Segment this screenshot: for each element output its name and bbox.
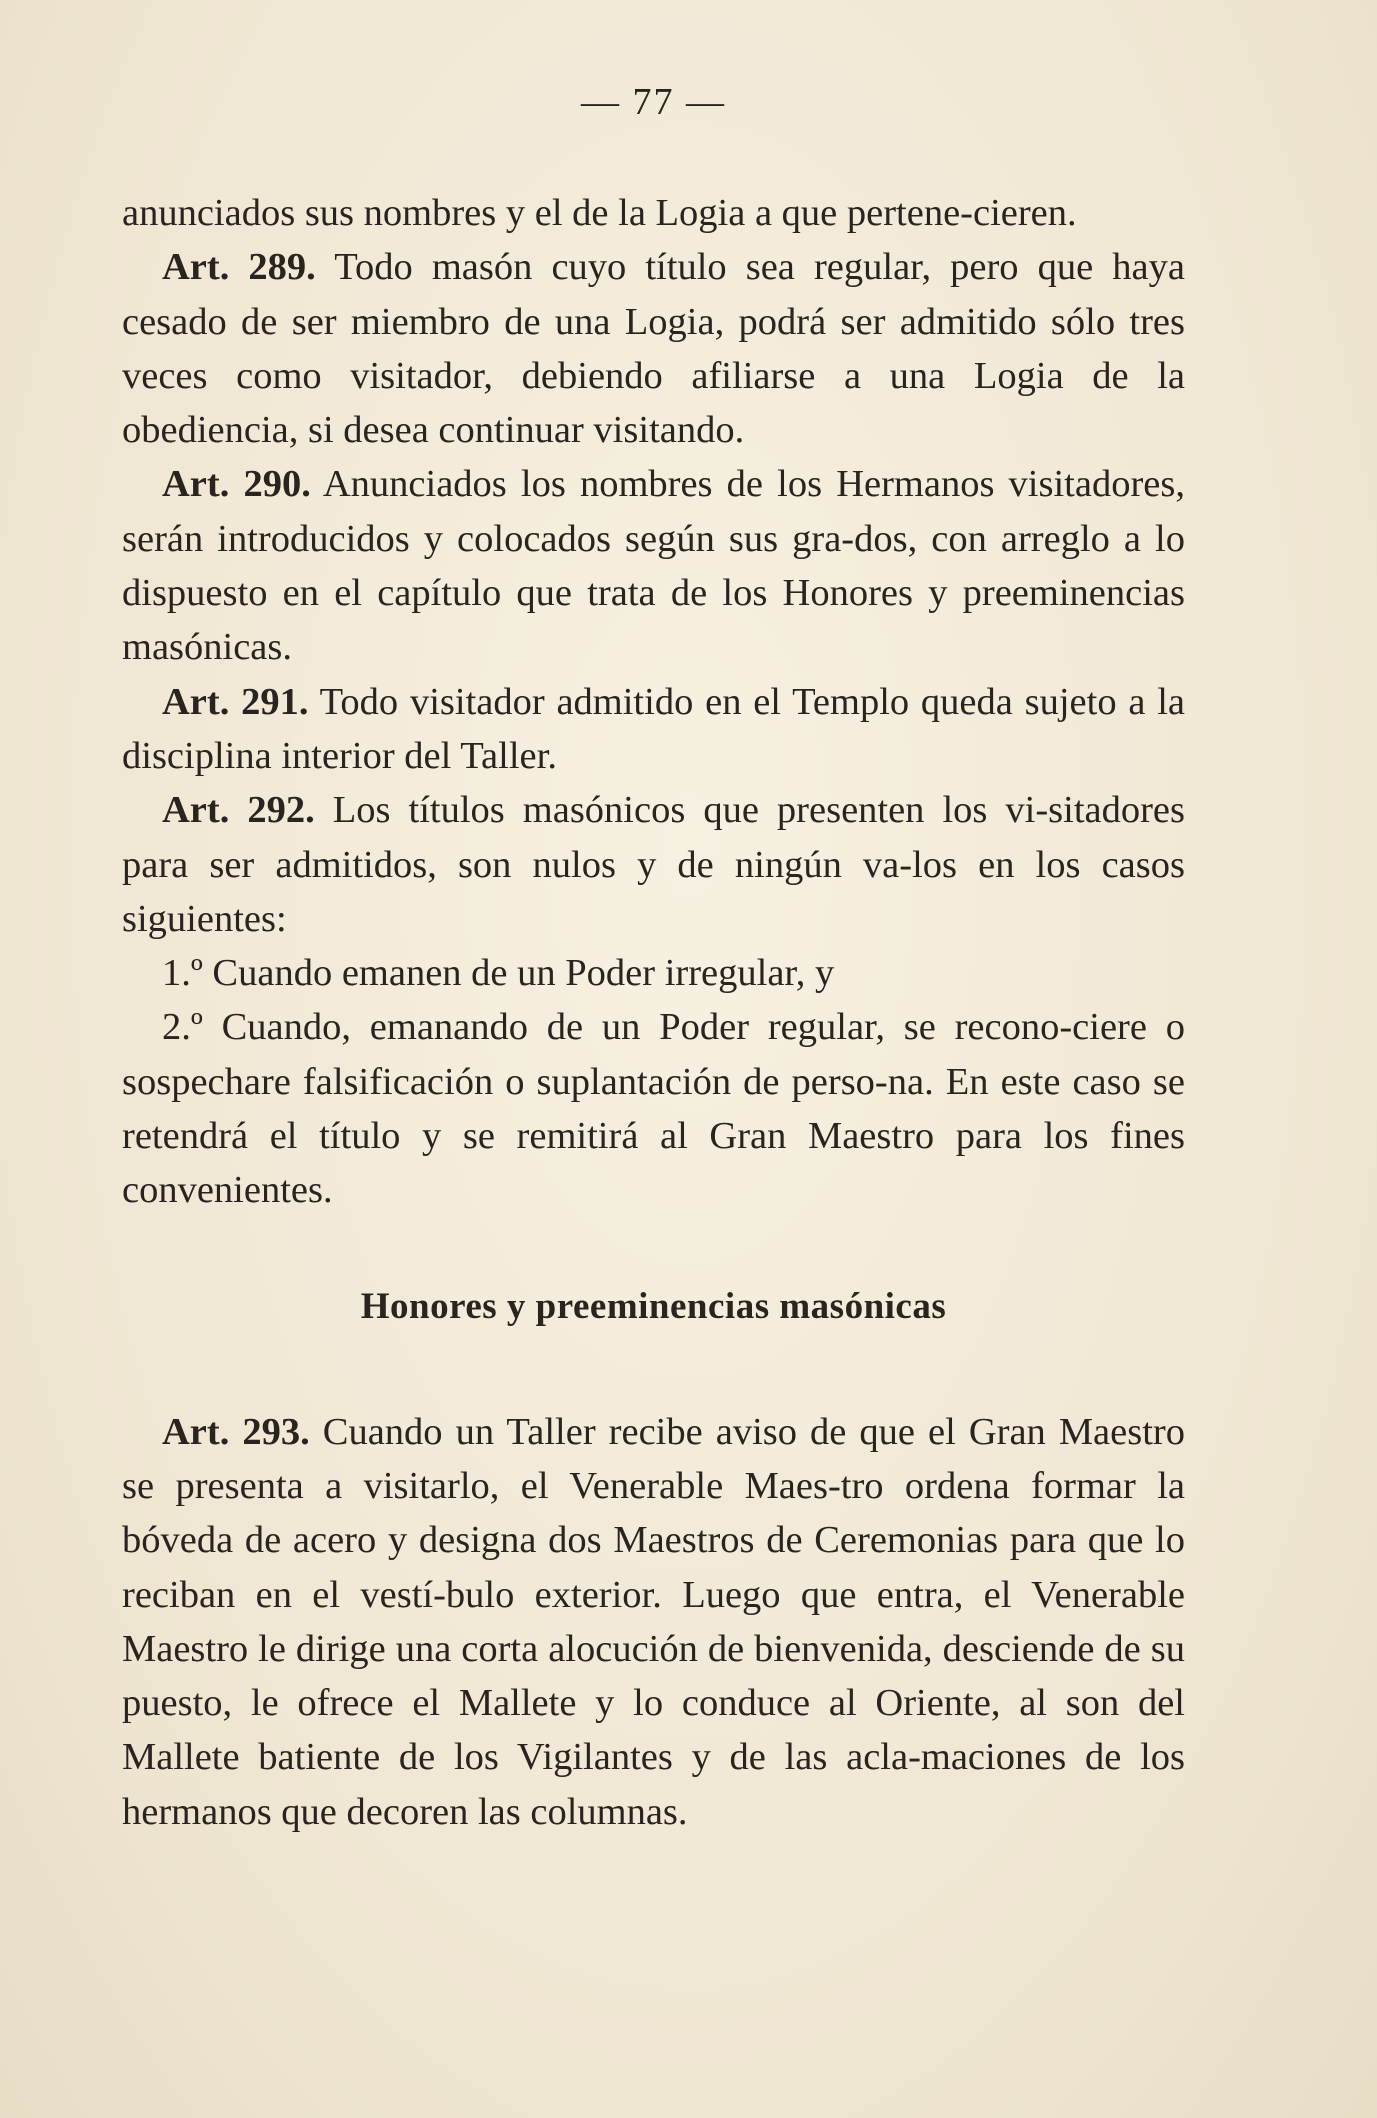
page-number: — 77 — xyxy=(581,81,726,123)
section-heading: Honores y preeminencias masónicas xyxy=(360,1285,947,1327)
list-item-text: 2.º Cuando, emanando de un Poder regular, se recono-ciere o sospechare falsificación o suplantación de perso-na. En este caso se retendrá el título y se remitirá al Gran Maestro para los fines convenientes. xyxy=(122,1006,1185,1212)
paragraph-text: anunciados sus nombres y el de la Logia a que pertene-cieren. xyxy=(122,192,1077,234)
paragraph-art-293 xyxy=(122,1405,1185,1839)
paragraph-text: Los títulos masónicos que presenten los vi-sitadores para ser admitidos, son nulos y de ningún va-los en los casos siguientes: xyxy=(122,789,1186,940)
paragraph-text: Todo masón cuyo título sea regular, pero que haya cesado de ser miembro de una Logia, podrá ser admitido sólo tres veces como visitador, debiendo afiliarse a una Logia de la obediencia, si desea continuar visitando. xyxy=(122,246,1185,452)
paragraph-text: Cuando un Taller recibe aviso de que el Gran Maestro se presenta a visitarlo, el Venerable Maes-tro ordena formar la bóveda de acero y designa dos Maestros de Ceremonias para que lo reciban en el vestí-bulo exterior. Luego que entra, el Venerable Maestro le dirige una corta alocución de bienvenida, desciende de su puesto, le ofrece el Mallete y lo conduce al Oriente, al son del Mallete batiente de los Vigilantes y de las acla-maciones de los hermanos que decoren las columnas. xyxy=(122,1410,1185,1833)
paragraph-art-289 xyxy=(122,240,1185,457)
article-label: Art. 291. xyxy=(162,680,309,723)
paragraph-art-292 xyxy=(122,783,1185,946)
article-label: Art. 290. xyxy=(162,463,311,506)
article-label: Art. 292. xyxy=(162,789,315,832)
paragraph-continuation xyxy=(122,186,1185,240)
list-item-1 xyxy=(122,946,1185,1000)
paragraph-art-291 xyxy=(122,675,1185,784)
paragraph-art-290 xyxy=(122,457,1185,674)
body-text-bottom xyxy=(122,1405,1185,1839)
paragraph-text: Anunciados los nombres de los Hermanos visitadores, serán introducidos y colocados según sus gra-dos, con arreglo a lo dispuesto en el capítulo que trata de los Honores y preeminencias masónicas. xyxy=(122,463,1185,669)
list-item-2 xyxy=(122,1000,1185,1217)
list-item-text: 1.º Cuando emanen de un Poder irregular, y xyxy=(162,952,835,995)
article-label: Art. 289. xyxy=(162,246,316,289)
article-label: Art. 293. xyxy=(162,1410,310,1453)
paragraph-text: Todo visitador admitido en el Templo queda sujeto a la disciplina interior del Taller. xyxy=(122,680,1186,777)
body-text-top xyxy=(122,186,1185,1218)
